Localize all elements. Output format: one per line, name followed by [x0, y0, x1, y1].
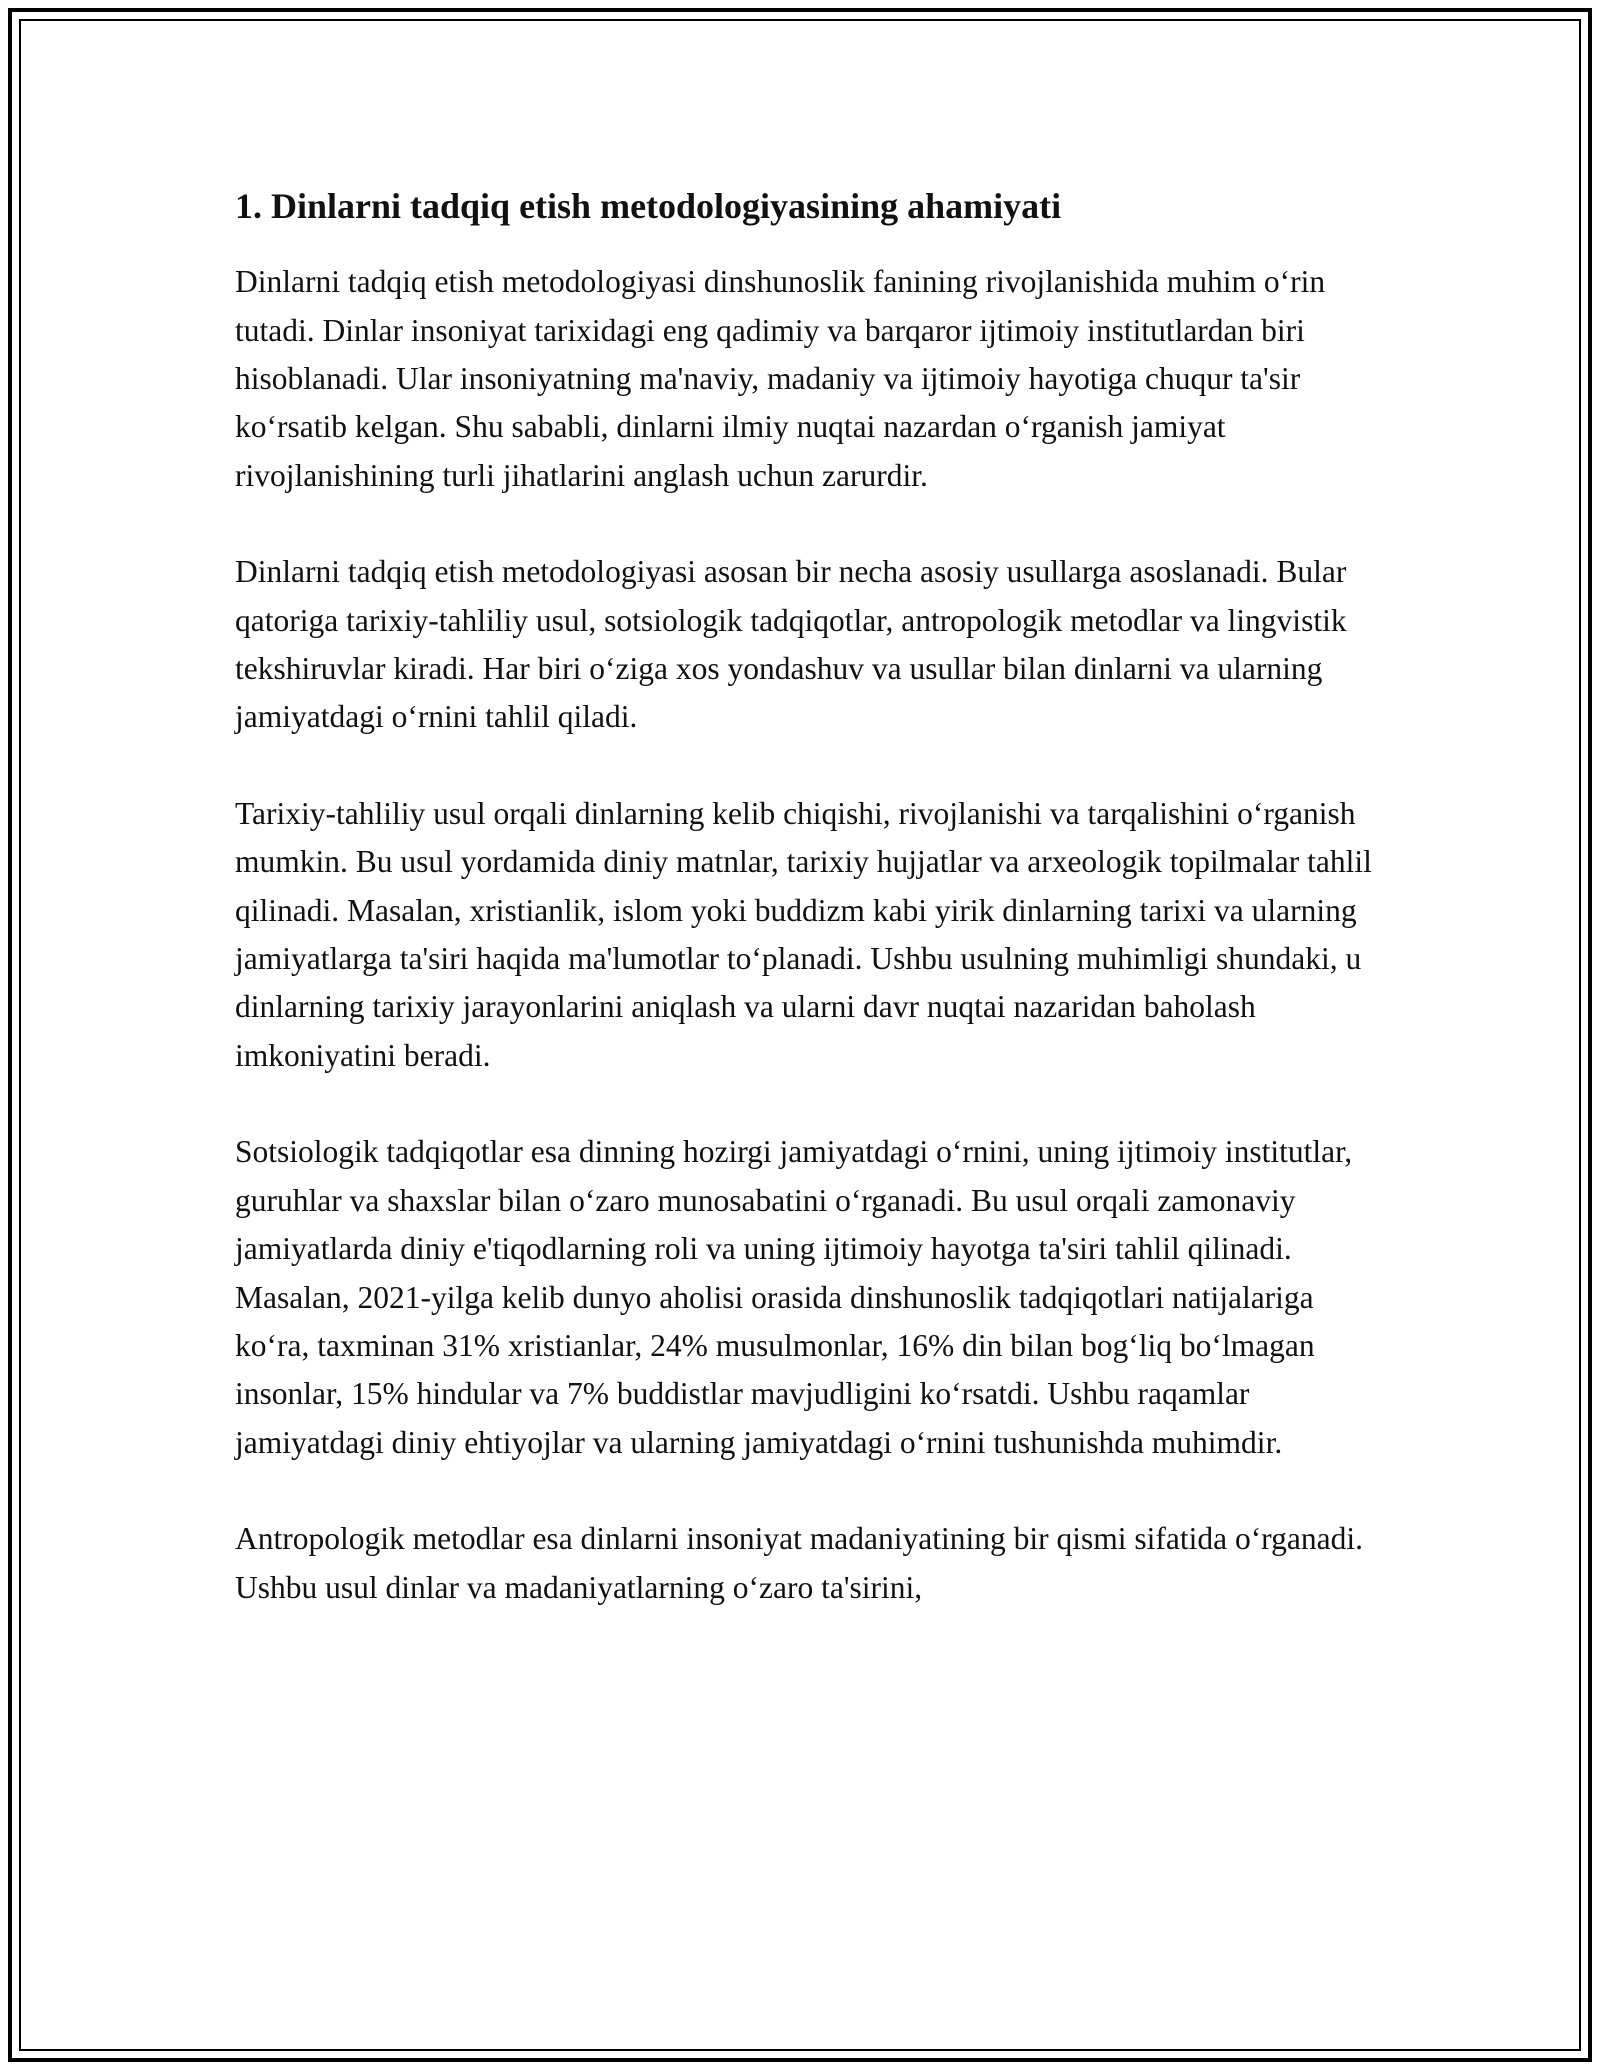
paragraph-anthropological-method: Antropologik metodlar esa dinlarni insoniyat madaniyatining bir qismi sifatida o‘rganadi. Ushbu usul dinlar va madaniyatlarning o‘zaro ta'sirini, [235, 1521, 1363, 1605]
paragraph-sociological-method: Sotsiologik tadqiqotlar esa dinning hozirgi jamiyatdagi o‘rnini, uning ijtimoiy institutlar, guruhlar va shaxslar bilan o‘zaro munosabatini o‘rganadi. Bu usul orqali zamonaviy jamiyatlarda diniy e'tiqodlarning roli va uning ijtimoiy hayotga ta'siri tahlil qilinadi. Masalan, 2021-yilga kelib dunyo aholisi orasida dinshunoslik tadqiqotlari natijalariga ko‘ra, taxminan 31% xristianlar, 24% musulmonlar, 16% din bilan bog‘liq bo‘lmagan insonlar, 15% hindular va 7% buddistlar mavjudligini ko‘rsatdi. Ushbu raqamlar jamiyatdagi diniy ehtiyojlar va ularning jamiyatdagi o‘rnini tushunishda muhimdir. [235, 1134, 1353, 1460]
document-body [235, 185, 1385, 1612]
section-heading: 1. Dinlarni tadqiq etish metodologiyasining ahamiyati [235, 186, 1062, 226]
paragraph-historical-method: Tarixiy-tahliliy usul orqali dinlarning kelib chiqishi, rivojlanishi va tarqalishini o‘rganish mumkin. Bu usul yordamida diniy matnlar, tarixiy hujjatlar va arxeologik topilmalar tahlil qilinadi. Masalan, xristianlik, islom yoki buddizm kabi yirik dinlarning tarixi va ularning jamiyatlarga ta'siri haqida ma'lumotlar to‘planadi. Ushbu usulning muhimligi shundaki, u dinlarning tarixiy jarayonlarini aniqlash va ularni davr nuqtai nazaridan baholash imkoniyatini beradi. [235, 795, 1372, 1073]
paragraph-methods-overview: Dinlarni tadqiq etish metodologiyasi asosan bir necha asosiy usullarga asoslanadi. Bular qatoriga tarixiy-tahliliy usul, sotsiologik tadqiqotlar, antropologik metodlar va lingvistik tekshiruvlar kiradi. Har biri o‘ziga xos yondashuv va usullar bilan dinlarni va ularning jamiyatdagi o‘rnini tahlil qiladi. [235, 554, 1347, 735]
paragraph-importance: Dinlarni tadqiq etish metodologiyasi dinshunoslik fanining rivojlanishida muhim o‘rin tutadi. Dinlar insoniyat tarixidagi eng qadimiy va barqaror ijtimoiy institutlardan biri hisoblanadi. Ular insoniyatning ma'naviy, madaniy va ijtimoiy hayotiga chuqur ta'sir ko‘rsatib kelgan. Shu sababli, dinlarni ilmiy nuqtai nazardan o‘rganish jamiyat rivojlanishining turli jihatlarini anglash uchun zarurdir. [235, 264, 1326, 493]
